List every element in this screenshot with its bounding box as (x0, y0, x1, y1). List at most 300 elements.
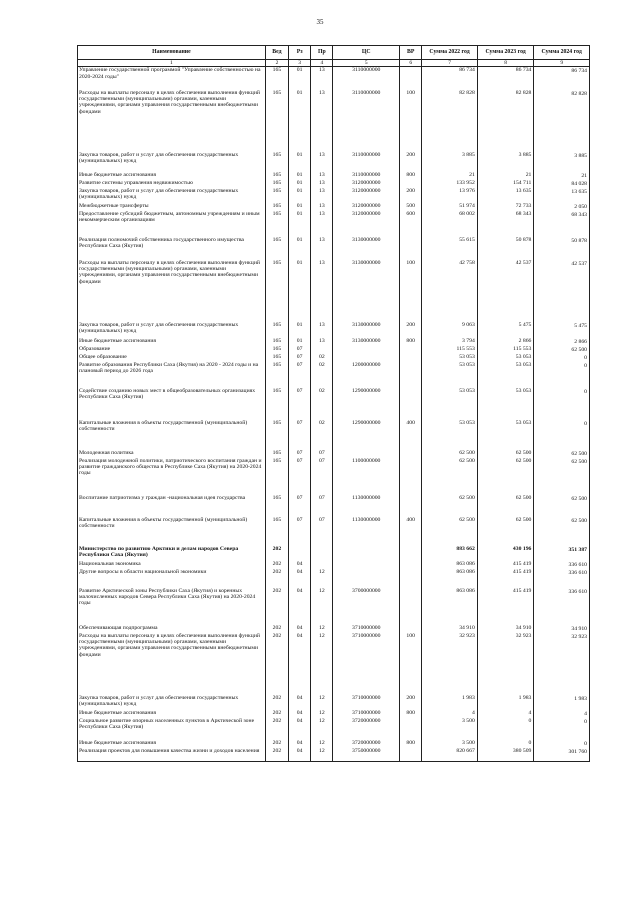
row-cs-cell: 3720000000 (333, 718, 400, 740)
row-ved-cell: 202 (265, 748, 288, 762)
table-row (78, 458, 590, 495)
row-name-cell: Молодежная политика (78, 450, 266, 458)
table-row (78, 67, 590, 90)
row-ved-cell: 202 (265, 710, 288, 718)
row-rz-cell: 04 (289, 625, 311, 633)
table-row (78, 152, 590, 172)
row-pr-cell: 13 (311, 338, 333, 346)
row-ved-cell: 165 (265, 354, 288, 362)
row-vr-cell: 200 (400, 152, 422, 172)
row-sum-2024-cell: 82 828 (534, 90, 590, 152)
table-row (78, 346, 590, 354)
table-row (78, 546, 590, 561)
row-sum-2023-cell: 5 475 (477, 322, 534, 338)
row-sum-2022-cell: 86 734 (422, 67, 478, 90)
row-rz-cell: 01 (289, 260, 311, 322)
row-name-cell: Содействие созданию новых мест в общеобразовательных организациях Республики Саха (Якутия) (78, 388, 266, 420)
row-pr-cell: 13 (311, 188, 333, 203)
table-row (78, 260, 590, 322)
row-sum-2022-cell: 863 086 (422, 569, 478, 588)
table-row (78, 388, 590, 420)
table-row (78, 338, 590, 346)
row-cs-cell: 3130000000 (333, 237, 400, 260)
row-sum-2024-cell: 1 983 (534, 695, 590, 710)
row-sum-2022-cell: 82 828 (422, 90, 478, 152)
row-rz-cell: 04 (289, 695, 311, 710)
row-sum-2022-cell: 1 983 (422, 695, 478, 710)
row-ved-cell: 165 (265, 388, 288, 420)
row-sum-2024-cell: 21 (534, 172, 590, 180)
row-vr-cell (400, 450, 422, 458)
row-rz-cell: 01 (289, 322, 311, 338)
row-name-cell: Расходы на выплаты персоналу в целях обеспечения выполнения функций государственными (муниципальными) органами, казенными учреждениями, органами управления государственными внебюджетными фондами (78, 633, 266, 695)
row-vr-cell: 100 (400, 90, 422, 152)
row-sum-2024-cell: 4 (534, 710, 590, 718)
row-sum-2023-cell: 53 053 (477, 354, 534, 362)
column-number: 3 (289, 60, 311, 67)
row-sum-2023-cell: 415 419 (477, 561, 534, 569)
row-sum-2023-cell: 53 053 (477, 420, 534, 450)
table-row (78, 710, 590, 718)
row-cs-cell (333, 569, 400, 588)
row-rz-cell: 01 (289, 152, 311, 172)
row-pr-cell: 12 (311, 633, 333, 695)
row-vr-cell: 800 (400, 338, 422, 346)
row-sum-2024-cell: 34 910 (534, 625, 590, 633)
header-ved: Вед (265, 46, 288, 60)
row-sum-2024-cell: 62 500 (534, 458, 590, 495)
row-sum-2023-cell: 4 (477, 710, 534, 718)
row-cs-cell: 3700000000 (333, 588, 400, 625)
row-sum-2022-cell: 53 053 (422, 388, 478, 420)
row-rz-cell: 07 (289, 458, 311, 495)
row-sum-2022-cell: 32 923 (422, 633, 478, 695)
row-rz-cell: 07 (289, 346, 311, 354)
row-sum-2023-cell: 86 734 (477, 67, 534, 90)
row-sum-2022-cell: 62 500 (422, 458, 478, 495)
row-vr-cell: 800 (400, 172, 422, 180)
row-ved-cell: 165 (265, 450, 288, 458)
row-cs-cell: 3130000000 (333, 338, 400, 346)
row-vr-cell: 500 (400, 203, 422, 211)
row-sum-2024-cell: 0 (534, 362, 590, 388)
budget-table (77, 45, 590, 762)
row-rz-cell: 01 (289, 180, 311, 188)
table-row (78, 322, 590, 338)
row-ved-cell: 165 (265, 420, 288, 450)
row-pr-cell: 07 (311, 495, 333, 517)
page-number: 35 (316, 18, 324, 26)
row-sum-2024-cell: 336 610 (534, 561, 590, 569)
table-row (78, 237, 590, 260)
row-rz-cell: 07 (289, 495, 311, 517)
column-number-row (78, 60, 590, 67)
row-sum-2023-cell: 21 (477, 172, 534, 180)
row-name-cell: Капитальные вложения в объекты государственной (муниципальной) собственности (78, 517, 266, 546)
row-rz-cell: 01 (289, 203, 311, 211)
row-cs-cell: 3710000000 (333, 633, 400, 695)
row-sum-2022-cell: 13 976 (422, 188, 478, 203)
row-ved-cell: 165 (265, 458, 288, 495)
row-sum-2024-cell: 62 500 (534, 495, 590, 517)
row-cs-cell: 3110000000 (333, 172, 400, 180)
row-vr-cell: 200 (400, 188, 422, 203)
row-sum-2023-cell: 82 828 (477, 90, 534, 152)
table-row (78, 420, 590, 450)
row-pr-cell: 13 (311, 211, 333, 237)
row-pr-cell: 13 (311, 237, 333, 260)
row-name-cell: Обеспечивающая подпрограмма (78, 625, 266, 633)
row-pr-cell: 12 (311, 740, 333, 748)
row-ved-cell: 202 (265, 569, 288, 588)
row-cs-cell (333, 546, 400, 561)
table-row (78, 740, 590, 748)
row-ved-cell: 165 (265, 152, 288, 172)
row-sum-2022-cell: 62 500 (422, 450, 478, 458)
row-name-cell: Закупка товаров, работ и услуг для обеспечения государственных (муниципальных) нужд (78, 695, 266, 710)
row-ved-cell: 202 (265, 625, 288, 633)
row-vr-cell: 100 (400, 260, 422, 322)
row-name-cell: Межбюджетные трансферты (78, 203, 266, 211)
row-name-cell: Развитие Арктической зоны Республики Саха (Якутия) и коренных малочисленных народов Севера Республики Саха (Якутия) на 2020-2024 годы (78, 588, 266, 625)
row-sum-2022-cell: 863 086 (422, 561, 478, 569)
table-row (78, 588, 590, 625)
column-number: 4 (311, 60, 333, 67)
row-pr-cell: 13 (311, 203, 333, 211)
row-cs-cell: 3710000000 (333, 710, 400, 718)
row-pr-cell: 13 (311, 260, 333, 322)
row-rz-cell: 07 (289, 362, 311, 388)
row-sum-2022-cell: 42 758 (422, 260, 478, 322)
row-cs-cell: 3130000000 (333, 260, 400, 322)
row-sum-2023-cell: 62 500 (477, 517, 534, 546)
row-cs-cell: 3110000000 (333, 152, 400, 172)
header-vr: ВР (400, 46, 422, 60)
row-ved-cell: 165 (265, 338, 288, 346)
row-ved-cell: 165 (265, 322, 288, 338)
row-rz-cell: 07 (289, 450, 311, 458)
row-vr-cell: 100 (400, 633, 422, 695)
row-pr-cell: 13 (311, 152, 333, 172)
row-vr-cell: 600 (400, 211, 422, 237)
row-cs-cell: 3710000000 (333, 695, 400, 710)
row-name-cell: Закупка товаров, работ и услуг для обеспечения государственных (муниципальных) нужд (78, 188, 266, 203)
row-name-cell: Развитие системы управления недвижимостью (78, 180, 266, 188)
row-pr-cell: 12 (311, 625, 333, 633)
row-sum-2022-cell: 21 (422, 172, 478, 180)
row-vr-cell (400, 458, 422, 495)
row-pr-cell: 12 (311, 695, 333, 710)
row-vr-cell: 800 (400, 710, 422, 718)
row-sum-2023-cell: 42 537 (477, 260, 534, 322)
row-ved-cell: 202 (265, 588, 288, 625)
row-sum-2024-cell: 62 500 (534, 450, 590, 458)
row-rz-cell: 07 (289, 388, 311, 420)
row-sum-2022-cell: 68 002 (422, 211, 478, 237)
row-sum-2023-cell: 115 553 (477, 346, 534, 354)
row-vr-cell (400, 180, 422, 188)
table-row (78, 90, 590, 152)
row-sum-2022-cell: 3 500 (422, 740, 478, 748)
row-name-cell: Национальная экономика (78, 561, 266, 569)
table-row (78, 354, 590, 362)
row-cs-cell: 3130000000 (333, 322, 400, 338)
row-sum-2023-cell: 50 878 (477, 237, 534, 260)
row-sum-2024-cell: 0 (534, 740, 590, 748)
row-pr-cell: 13 (311, 322, 333, 338)
row-rz-cell: 04 (289, 718, 311, 740)
row-sum-2024-cell: 68 343 (534, 211, 590, 237)
row-name-cell: Иные бюджетные ассигнования (78, 740, 266, 748)
row-pr-cell: 12 (311, 718, 333, 740)
row-sum-2024-cell: 0 (534, 354, 590, 362)
row-sum-2024-cell: 0 (534, 420, 590, 450)
row-ved-cell: 165 (265, 188, 288, 203)
row-name-cell: Реализация молодежной политики, патриотического воспитания граждан и развитие гражданского общества в Республике Саха (Якутия) на 2020-2024 годы (78, 458, 266, 495)
row-sum-2022-cell: 53 053 (422, 362, 478, 388)
column-number: 8 (477, 60, 534, 67)
row-name-cell: Реализация полномочий собственника государственного имущества Республики Саха (Якутия) (78, 237, 266, 260)
row-sum-2022-cell: 3 794 (422, 338, 478, 346)
row-name-cell: Социальное развитие опорных населенных пунктов в Арктической зоне Республики Саха (Якутия) (78, 718, 266, 740)
header-sum-2024: Сумма 2024 год (534, 46, 590, 60)
header-sum-2023: Сумма 2023 год (477, 46, 534, 60)
row-rz-cell: 01 (289, 90, 311, 152)
row-vr-cell (400, 588, 422, 625)
row-name-cell: Воспитание патриотизма у граждан -национальная идея государства (78, 495, 266, 517)
table-row (78, 362, 590, 388)
row-ved-cell: 202 (265, 633, 288, 695)
table-row (78, 718, 590, 740)
row-cs-cell: 1100000000 (333, 458, 400, 495)
row-ved-cell: 165 (265, 237, 288, 260)
row-sum-2024-cell: 5 475 (534, 322, 590, 338)
row-sum-2024-cell: 86 734 (534, 67, 590, 90)
row-sum-2022-cell: 3 500 (422, 718, 478, 740)
row-sum-2022-cell: 820 667 (422, 748, 478, 762)
row-sum-2022-cell: 55 615 (422, 237, 478, 260)
table-row (78, 695, 590, 710)
row-cs-cell (333, 561, 400, 569)
row-sum-2022-cell: 51 974 (422, 203, 478, 211)
row-ved-cell: 202 (265, 695, 288, 710)
row-ved-cell: 202 (265, 546, 288, 561)
row-rz-cell: 07 (289, 517, 311, 546)
row-rz-cell (289, 546, 311, 561)
header-sum-2022: Сумма 2022 год (422, 46, 478, 60)
table-row (78, 495, 590, 517)
row-ved-cell: 202 (265, 561, 288, 569)
row-pr-cell: 13 (311, 180, 333, 188)
row-sum-2024-cell: 301 760 (534, 748, 590, 762)
row-ved-cell: 165 (265, 172, 288, 180)
row-name-cell: Иные бюджетные ассигнования (78, 338, 266, 346)
row-name-cell: Расходы на выплаты персоналу в целях обеспечения выполнения функций государственными (муниципальными) органами, казенными учреждениями, органами управления государственными внебюджетными фондами (78, 90, 266, 152)
row-sum-2023-cell: 0 (477, 740, 534, 748)
row-pr-cell: 12 (311, 569, 333, 588)
row-sum-2024-cell: 2 866 (534, 338, 590, 346)
row-vr-cell (400, 354, 422, 362)
row-sum-2024-cell: 3 885 (534, 152, 590, 172)
row-sum-2023-cell: 32 923 (477, 633, 534, 695)
row-name-cell: Предоставление субсидий бюджетным, автономным учреждениям и иным некоммерческим организациям (78, 211, 266, 237)
row-rz-cell: 04 (289, 588, 311, 625)
row-sum-2024-cell: 336 610 (534, 588, 590, 625)
row-rz-cell: 01 (289, 237, 311, 260)
row-sum-2024-cell: 42 537 (534, 260, 590, 322)
row-vr-cell (400, 546, 422, 561)
row-cs-cell (333, 354, 400, 362)
row-vr-cell (400, 569, 422, 588)
row-sum-2023-cell: 415 419 (477, 588, 534, 625)
row-ved-cell: 165 (265, 90, 288, 152)
row-sum-2023-cell: 53 053 (477, 388, 534, 420)
header-rz: Рз (289, 46, 311, 60)
row-rz-cell: 04 (289, 710, 311, 718)
row-sum-2023-cell: 430 196 (477, 546, 534, 561)
row-ved-cell: 165 (265, 260, 288, 322)
row-sum-2023-cell: 62 500 (477, 450, 534, 458)
row-vr-cell (400, 388, 422, 420)
row-ved-cell: 165 (265, 180, 288, 188)
row-cs-cell: 3710000000 (333, 625, 400, 633)
row-sum-2022-cell: 53 053 (422, 420, 478, 450)
row-cs-cell (333, 346, 400, 354)
row-cs-cell: 3110000000 (333, 67, 400, 90)
row-cs-cell: 1290000000 (333, 420, 400, 450)
row-sum-2024-cell: 13 635 (534, 188, 590, 203)
row-vr-cell: 800 (400, 740, 422, 748)
row-sum-2024-cell: 0 (534, 718, 590, 740)
row-vr-cell (400, 362, 422, 388)
row-vr-cell: 400 (400, 517, 422, 546)
row-ved-cell: 165 (265, 203, 288, 211)
row-rz-cell: 04 (289, 633, 311, 695)
row-name-cell: Закупка товаров, работ и услуг для обеспечения государственных (муниципальных) нужд (78, 152, 266, 172)
row-sum-2023-cell: 68 343 (477, 211, 534, 237)
row-cs-cell: 3120000000 (333, 203, 400, 211)
row-pr-cell: 02 (311, 354, 333, 362)
row-cs-cell: 3750000000 (333, 748, 400, 762)
column-number: 6 (400, 60, 422, 67)
row-sum-2022-cell: 9 063 (422, 322, 478, 338)
row-ved-cell: 202 (265, 718, 288, 740)
table-row (78, 172, 590, 180)
row-rz-cell: 04 (289, 569, 311, 588)
header-name: Наименование (78, 46, 266, 60)
column-number: 1 (78, 60, 266, 67)
column-number: 7 (422, 60, 478, 67)
row-name-cell: Общее образование (78, 354, 266, 362)
table-row (78, 625, 590, 633)
row-pr-cell: 13 (311, 172, 333, 180)
row-pr-cell: 07 (311, 450, 333, 458)
row-sum-2023-cell: 415 419 (477, 569, 534, 588)
header-cs: ЦС (333, 46, 400, 60)
row-sum-2022-cell: 3 885 (422, 152, 478, 172)
row-vr-cell (400, 346, 422, 354)
row-sum-2023-cell: 53 053 (477, 362, 534, 388)
row-vr-cell (400, 67, 422, 90)
table-row (78, 450, 590, 458)
row-pr-cell (311, 346, 333, 354)
row-ved-cell: 202 (265, 740, 288, 748)
row-name-cell: Расходы на выплаты персоналу в целях обеспечения выполнения функций государственными (муниципальными) органами, казенными учреждениями, органами управления государственными внебюджетными фондами (78, 260, 266, 322)
row-sum-2023-cell: 72 733 (477, 203, 534, 211)
row-pr-cell: 07 (311, 458, 333, 495)
row-cs-cell: 1130000000 (333, 517, 400, 546)
row-vr-cell: 400 (400, 420, 422, 450)
row-sum-2024-cell: 84 028 (534, 180, 590, 188)
row-sum-2023-cell: 62 500 (477, 458, 534, 495)
column-number: 9 (534, 60, 590, 67)
row-rz-cell: 01 (289, 211, 311, 237)
row-vr-cell (400, 625, 422, 633)
row-rz-cell: 04 (289, 748, 311, 762)
row-sum-2024-cell: 351 387 (534, 546, 590, 561)
row-sum-2023-cell: 34 910 (477, 625, 534, 633)
row-sum-2024-cell: 336 610 (534, 569, 590, 588)
header-pr: Пр (311, 46, 333, 60)
row-ved-cell: 165 (265, 346, 288, 354)
row-pr-cell: 13 (311, 90, 333, 152)
row-name-cell: Министерство по развитию Арктики и делам народов Севера Республики Саха (Якутия) (78, 546, 266, 561)
row-sum-2023-cell: 3 885 (477, 152, 534, 172)
row-rz-cell: 01 (289, 338, 311, 346)
row-sum-2022-cell: 53 053 (422, 354, 478, 362)
row-sum-2023-cell: 1 983 (477, 695, 534, 710)
row-cs-cell: 3110000000 (333, 90, 400, 152)
row-sum-2023-cell: 62 500 (477, 495, 534, 517)
row-name-cell: Иные бюджетные ассигнования (78, 710, 266, 718)
row-sum-2024-cell: 62 500 (534, 346, 590, 354)
row-pr-cell (311, 546, 333, 561)
table-row (78, 517, 590, 546)
row-cs-cell: 1130000000 (333, 495, 400, 517)
row-name-cell: Иные бюджетные ассигнования (78, 172, 266, 180)
row-pr-cell: 07 (311, 517, 333, 546)
row-rz-cell: 04 (289, 561, 311, 569)
row-sum-2023-cell: 0 (477, 718, 534, 740)
row-sum-2022-cell: 115 553 (422, 346, 478, 354)
row-name-cell: Закупка товаров, работ и услуг для обеспечения государственных (муниципальных) нужд (78, 322, 266, 338)
row-vr-cell (400, 237, 422, 260)
row-rz-cell: 04 (289, 740, 311, 748)
row-name-cell: Реализация проектов для повышения качества жизни и доходов населения (78, 748, 266, 762)
table-row (78, 180, 590, 188)
row-vr-cell (400, 748, 422, 762)
row-sum-2024-cell: 2 050 (534, 203, 590, 211)
table-row (78, 211, 590, 237)
row-vr-cell: 200 (400, 695, 422, 710)
row-ved-cell: 165 (265, 67, 288, 90)
row-sum-2022-cell: 863 086 (422, 588, 478, 625)
row-pr-cell: 13 (311, 67, 333, 90)
row-name-cell: Образование (78, 346, 266, 354)
row-cs-cell: 1290000000 (333, 388, 400, 420)
row-cs-cell: 3120000000 (333, 180, 400, 188)
row-vr-cell: 200 (400, 322, 422, 338)
row-name-cell: Управление государственной программой "Управление собственностью на 2020-2024 годы" (78, 67, 266, 90)
row-rz-cell: 07 (289, 354, 311, 362)
column-number: 5 (333, 60, 400, 67)
table-body (78, 67, 590, 762)
table-row (78, 203, 590, 211)
row-sum-2024-cell: 32 923 (534, 633, 590, 695)
table-row (78, 569, 590, 588)
row-rz-cell: 01 (289, 188, 311, 203)
row-pr-cell: 12 (311, 588, 333, 625)
